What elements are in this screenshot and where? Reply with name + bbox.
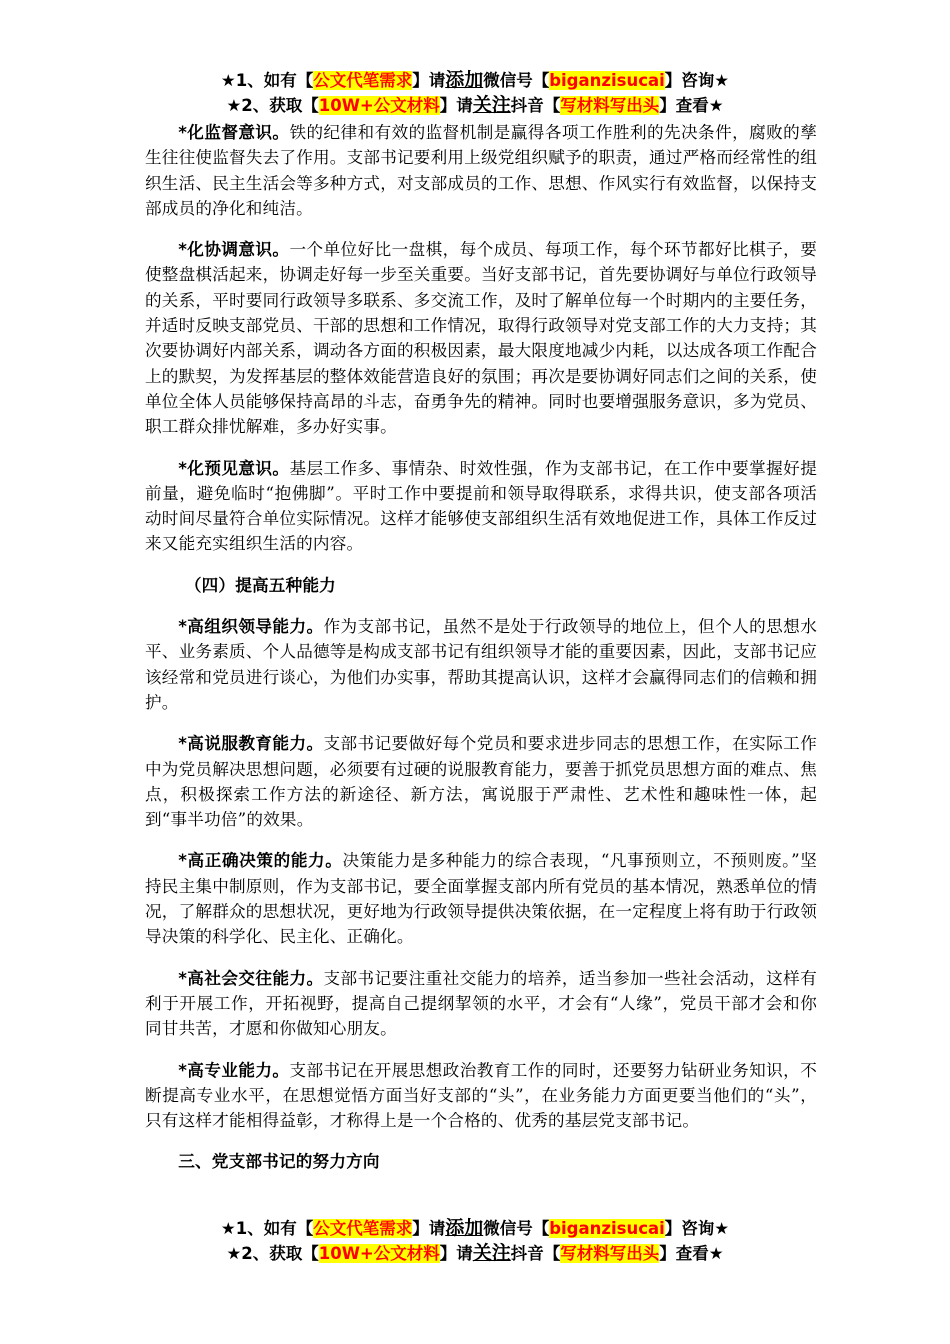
promo-highlight: 10W+公文材料 (318, 96, 440, 115)
promo-line-2: ★2、获取【10W+公文材料】请关注抖音【写材料写出头】查看★ (226, 1242, 724, 1264)
promo-highlight: 公文代笔需求 (313, 71, 413, 90)
promo-highlight: 写材料写出头 (560, 1244, 660, 1263)
paragraph: *化预见意识。基层工作多、事情杂、时效性强，作为支部书记，在工作中要掌握好提前量，避免临时“抱佛脚”。平时工作中要提前和领导取得联系，求得共识，使支部各项活动时间尽量符合单位实际情况。这样才能够使支部组织生活有效地促进工作，具体工作反过来又能充实组织生活的内容。 (145, 458, 817, 554)
promo-highlight: 公文代笔需求 (313, 1219, 413, 1238)
promo-highlight: biganzisucai (549, 1219, 665, 1238)
paragraph: *高社会交往能力。支部书记要注重社交能力的培养，适当参加一些社会活动，这样有利于开展工作，开拓视野，提高自己提纲挈领的水平，才会有“人缘”，党员干部才会和你同甘共苦，才愿和你做知心朋友。 (145, 968, 817, 1039)
promo-banner-bottom (0, 1216, 950, 1266)
section-heading: （四）提高五种能力 (184, 575, 336, 595)
promo-highlight: 10W+公文材料 (318, 1244, 440, 1263)
paragraph: *高正确决策的能力。决策能力是多种能力的综合表现，“凡事预则立，不预则废。”坚持民主集中制原则，作为支部书记，要全面掌握支部内所有党员的基本情况，熟悉单位的情况，了解群众的思想状况，更好地为行政领导提供决策依据，在一定程度上将有助于行政领导决策的科学化、民主化、正确化。 (145, 851, 817, 947)
paragraph: *化协调意识。一个单位好比一盘棋，每个成员、每项工作，每个环节都好比棋子，要使整盘棋活起来，协调走好每一步至关重要。当好支部书记，首先要协调好与单位行政领导的关系，平时要同行政领导多联系、多交流工作，及时了解单位每一个时期内的主要任务，并适时反映支部党员、干部的思想和工作情况，取得行政领导对党支部工作的大力支持；其次要协调好内部关系，调动各方面的积极因素，最大限度地减少内耗，以达成各项工作配合上的默契，为发挥基层的整体效能营造良好的氛围；再次是要协调好同志们之间的关系，使单位全体人员能够保持高昂的斗志，奋勇争先的精神。同时也要增强服务意识，多为党员、职工群众排忧解难，多办好实事。 (145, 240, 817, 437)
promo-line-1: ★1、如有【公文代笔需求】请添加微信号【biganzisucai】咨询★ (220, 69, 730, 91)
promo-line-2: ★2、获取【10W+公文材料】请关注抖音【写材料写出头】查看★ (226, 94, 724, 116)
promo-line-1: ★1、如有【公文代笔需求】请添加微信号【biganzisucai】咨询★ (220, 1217, 730, 1239)
document-body (145, 120, 817, 1191)
section-heading: 三、党支部书记的努力方向 (178, 1152, 380, 1172)
promo-banner-top (0, 68, 950, 118)
promo-highlight: 写材料写出头 (560, 96, 660, 115)
promo-highlight: biganzisucai (549, 71, 665, 90)
paragraph: *高组织领导能力。作为支部书记，虽然不是处于行政领导的地位上，但个人的思想水平、业务素质、个人品德等是构成支部书记有组织领导才能的重要因素，因此，支部书记应该经常和党员进行谈心，为他们办实事，帮助其提高认识，这样才会赢得同志们的信赖和拥护。 (145, 617, 817, 712)
paragraph: *高专业能力。支部书记在开展思想政治教育工作的同时，还要努力钻研业务知识，不断提高专业水平，在思想觉悟方面当好支部的“头”，在业务能力方面更要当他们的“头”，只有这样才能相得益彰，才称得上是一个合格的、优秀的基层党支部书记。 (145, 1060, 817, 1131)
paragraph: *高说服教育能力。支部书记要做好每个党员和要求进步同志的思想工作，在实际工作中为党员解决思想问题，必须要有过硬的说服教育能力，要善于抓党员思想方面的难点、焦点，积极探索工作方法的新途径、新方法，寓说服于严肃性、艺术性和趣味性一体，起到“事半功倍”的效果。 (145, 734, 817, 830)
paragraph: *化监督意识。铁的纪律和有效的监督机制是赢得各项工作胜利的先决条件，腐败的孳生往往使监督失去了作用。支部书记要利用上级党组织赋予的职责，通过严格而经常性的组织生活、民主生活会等多种方式，对支部成员的工作、思想、作风实行有效监督，以保持支部成员的净化和纯洁。 (145, 123, 817, 218)
